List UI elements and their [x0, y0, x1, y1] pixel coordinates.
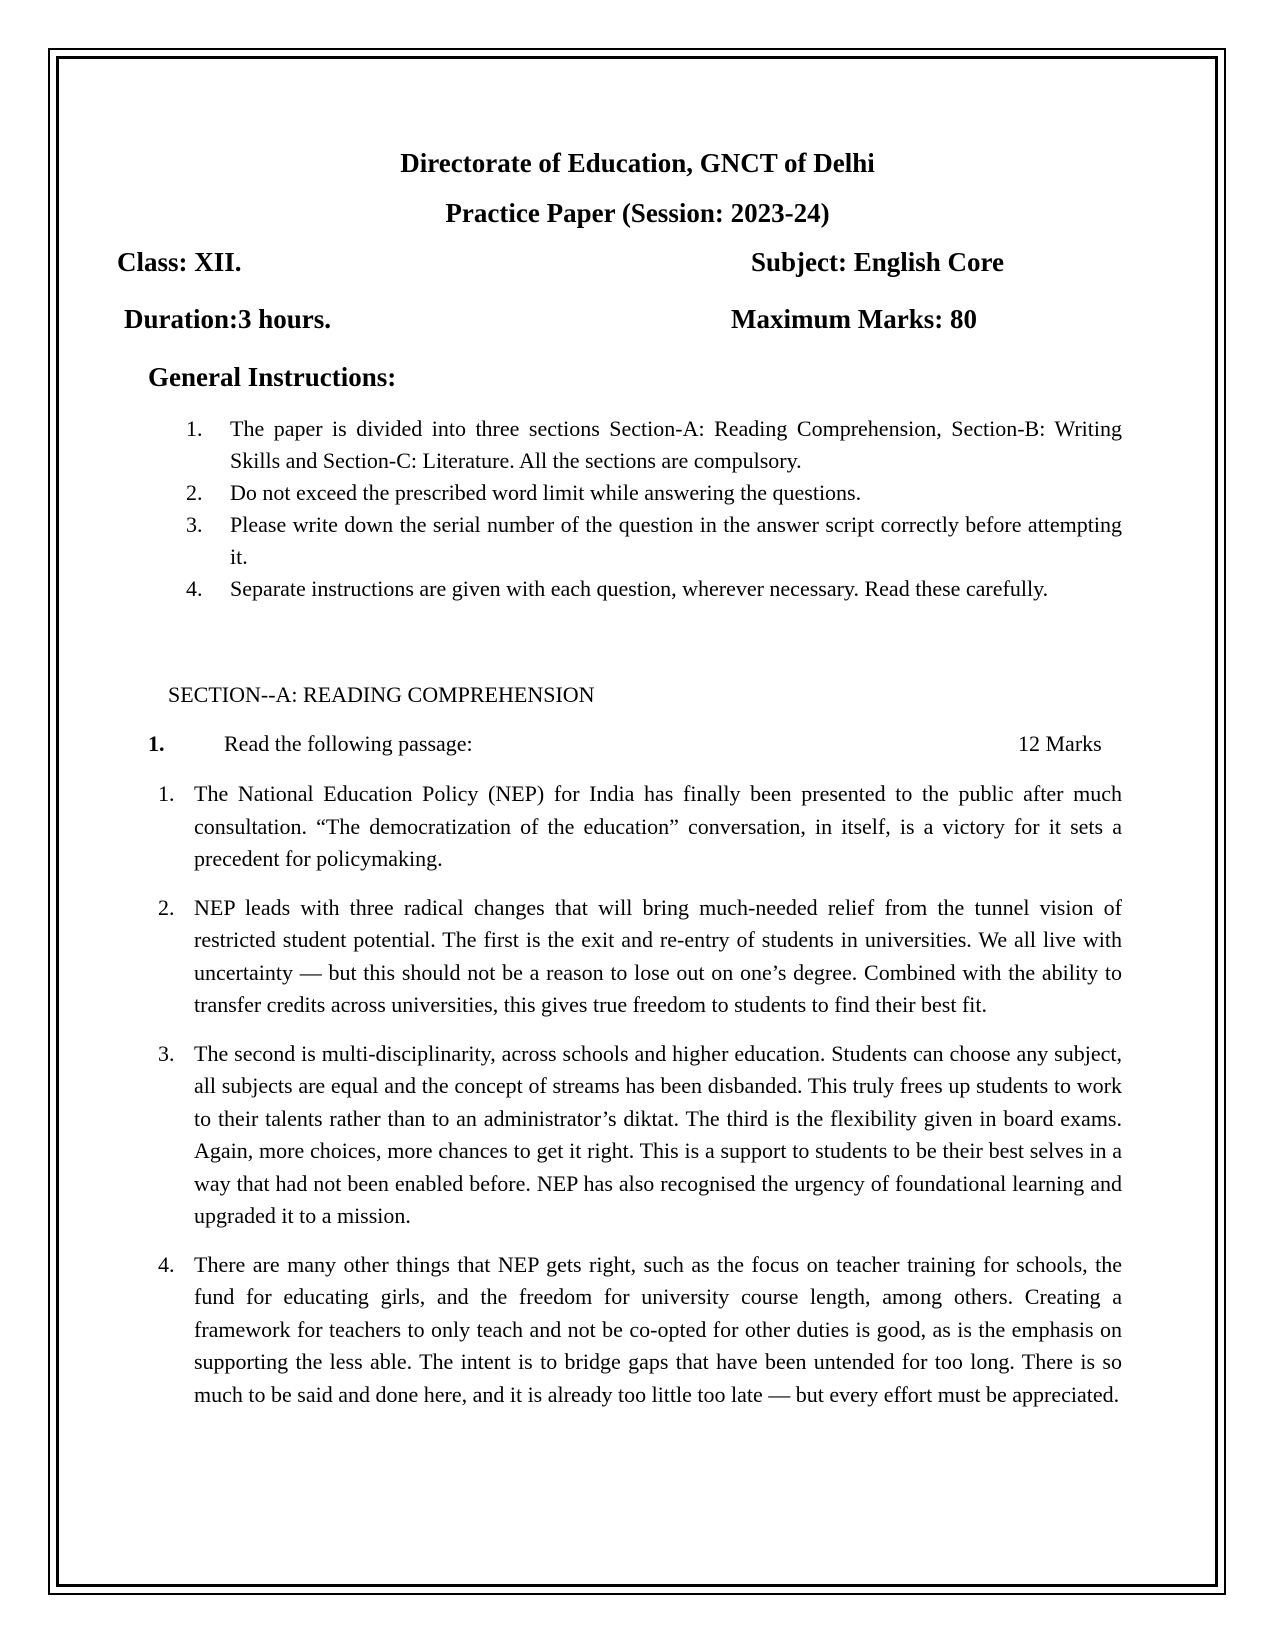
instruction-item	[186, 413, 1122, 477]
section-a-title: SECTION--A: READING COMPREHENSION	[168, 682, 595, 707]
instruction-number: 4.	[186, 576, 203, 601]
paragraph-number: 1.	[158, 781, 175, 806]
passage-paragraph	[158, 1038, 1122, 1233]
instruction-item	[186, 509, 1122, 573]
instructions-list	[186, 413, 1122, 605]
max-marks-label: Maximum Marks: 80	[731, 304, 977, 334]
class-label: Class: XII.	[117, 247, 242, 277]
instruction-text: Separate instructions are given with each question, wherever necessary. Read these carefully.	[230, 576, 1049, 601]
passage-paragraph	[158, 778, 1122, 876]
passage-paragraph	[158, 892, 1122, 1022]
general-instructions-title: General Instructions:	[148, 362, 397, 392]
instruction-number: 2.	[186, 480, 203, 505]
duration-label: Duration:3 hours.	[124, 304, 332, 334]
passage-paragraph	[158, 1249, 1122, 1412]
instruction-number: 3.	[186, 512, 203, 537]
paragraph-number: 3.	[158, 1040, 175, 1066]
reading-passage	[158, 778, 1122, 1427]
paragraph-text: There are many other things that NEP gets right, such as the focus on teacher training for schools, the fund for educating girls, and the freedom for university course length, among others. Creating a framework for teachers to only teach and not be co-opted for other duties is good, as is the emphasis on supporting the less able. The intent is to bridge gaps that have been untended for too long. There is so much to be said and done here, and it is already too little too late — but every effort must be appreciated.	[194, 1251, 1122, 1407]
question-number: 1.	[148, 731, 165, 756]
instruction-item	[186, 573, 1122, 605]
paragraph-text: The National Education Policy (NEP) for India has finally been presented to the public after much consultation. “The democratization of the education” conversation, in itself, is a victory for it sets a precedent for policymaking.	[194, 781, 1122, 871]
instruction-text: Please write down the serial number of the question in the answer script correctly before attempting it.	[230, 512, 1122, 569]
org-title: Directorate of Education, GNCT of Delhi	[400, 148, 875, 178]
instruction-text: Do not exceed the prescribed word limit while answering the questions.	[230, 480, 862, 505]
instruction-item	[186, 477, 1122, 509]
paragraph-number: 2.	[158, 894, 175, 920]
question-text: Read the following passage:	[224, 731, 473, 756]
question-marks: 12 Marks	[1018, 731, 1102, 756]
paragraph-number: 4.	[158, 1251, 175, 1277]
paragraph-text: The second is multi-disciplinarity, across schools and higher education. Students can choose any subject, all subjects are equal and the concept of streams has been disbanded. This truly frees up students to work to their talents rather than to an administrator’s diktat. The third is the flexibility given in board exams. Again, more choices, more chances to get it right. This is a support to students to be their best selves in a way that had not been enabled before. NEP has also recognised the urgency of foundational learning and upgraded it to a mission.	[194, 1040, 1122, 1228]
instruction-number: 1.	[186, 416, 203, 441]
paper-title: Practice Paper (Session: 2023-24)	[445, 198, 830, 228]
subject-label: Subject: English Core	[751, 247, 1005, 277]
instruction-text: The paper is divided into three sections Section-A: Reading Comprehension, Section-B: Writing Skills and Section-C: Literature. All the sections are compulsory.	[230, 416, 1122, 473]
paragraph-text: NEP leads with three radical changes that will bring much-needed relief from the tunnel vision of restricted student potential. The first is the exit and re-entry of students in universities. We all live with uncertainty — but this should not be a reason to lose out on one’s degree. Combined with the ability to transfer credits across universities, this gives true freedom to students to find their best fit.	[194, 894, 1122, 1017]
